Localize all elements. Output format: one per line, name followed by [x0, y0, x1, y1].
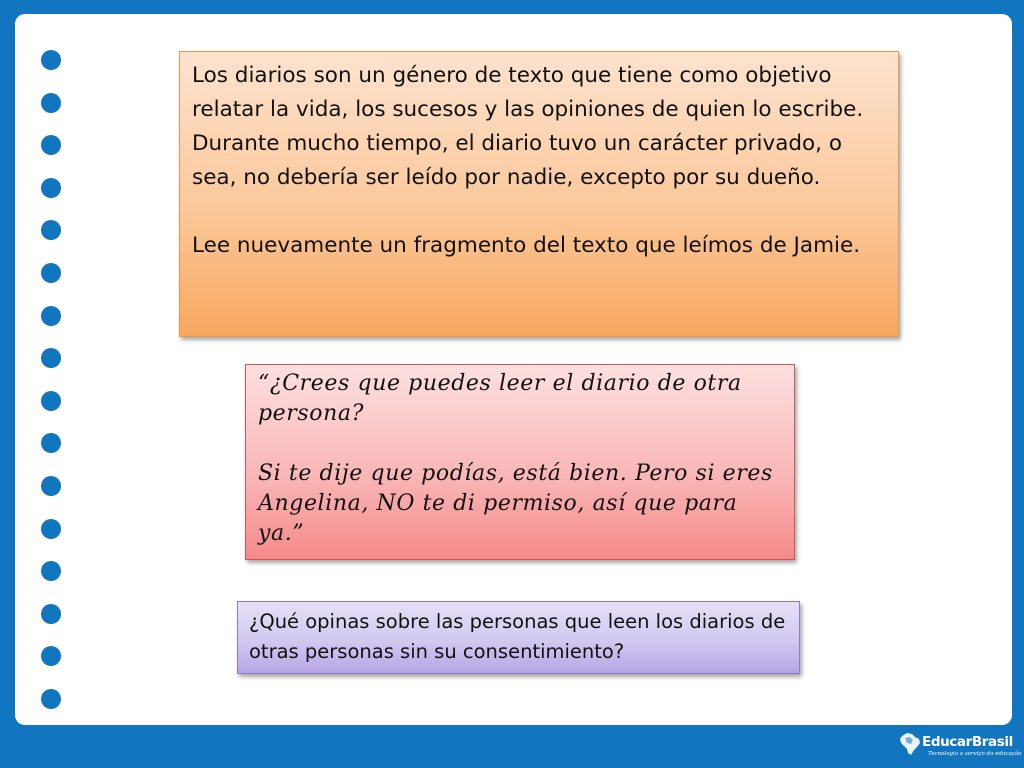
quote-line-2: Si te dije que podías, está bien. Pero si eres Angelina, NO te di permiso, así que para ya.”: [258, 461, 773, 546]
notebook-hole-icon: [41, 433, 61, 453]
notebook-hole-icon: [41, 689, 61, 709]
notebook-holes: [41, 50, 63, 732]
notebook-hole-icon: [41, 391, 61, 411]
notebook-hole-icon: [41, 93, 61, 113]
notebook-hole-icon: [41, 604, 61, 624]
brazil-map-icon: [898, 731, 922, 757]
notebook-hole-icon: [41, 178, 61, 198]
quote-line-1: “¿Crees que puedes leer el diario de otra persona?: [258, 371, 742, 426]
question-box: [237, 601, 800, 674]
notebook-hole-icon: [41, 348, 61, 368]
notebook-hole-icon: [41, 476, 61, 496]
diary-quote-box: [245, 364, 795, 560]
educarbrasil-logo: [898, 731, 1022, 761]
brand-tagline: Tecnologia a serviço da educação: [928, 751, 1022, 757]
notebook-hole-icon: [41, 220, 61, 240]
brand-name: EducarBrasil: [922, 734, 1013, 750]
notebook-hole-icon: [41, 135, 61, 155]
notebook-hole-icon: [41, 519, 61, 539]
notebook-hole-icon: [41, 646, 61, 666]
notebook-hole-icon: [41, 561, 61, 581]
intro-paragraph-2: Lee nuevamente un fragmento del texto que leímos de Jamie.: [192, 233, 861, 258]
intro-paragraph-1: Los diarios son un género de texto que tiene como objetivo relatar la vida, los sucesos y las opiniones de quien lo escribe. Durante mucho tiempo, el diario tuvo un carácter privado, o sea, no debería ser leído por nadie, excepto por su dueño.: [192, 63, 864, 190]
question-text: ¿Qué opinas sobre las personas que leen los diarios de otras personas sin su consentimiento?: [249, 610, 786, 663]
notebook-hole-icon: [41, 50, 61, 70]
notebook-hole-icon: [41, 263, 61, 283]
intro-text-box: [179, 51, 899, 337]
notebook-hole-icon: [41, 306, 61, 326]
